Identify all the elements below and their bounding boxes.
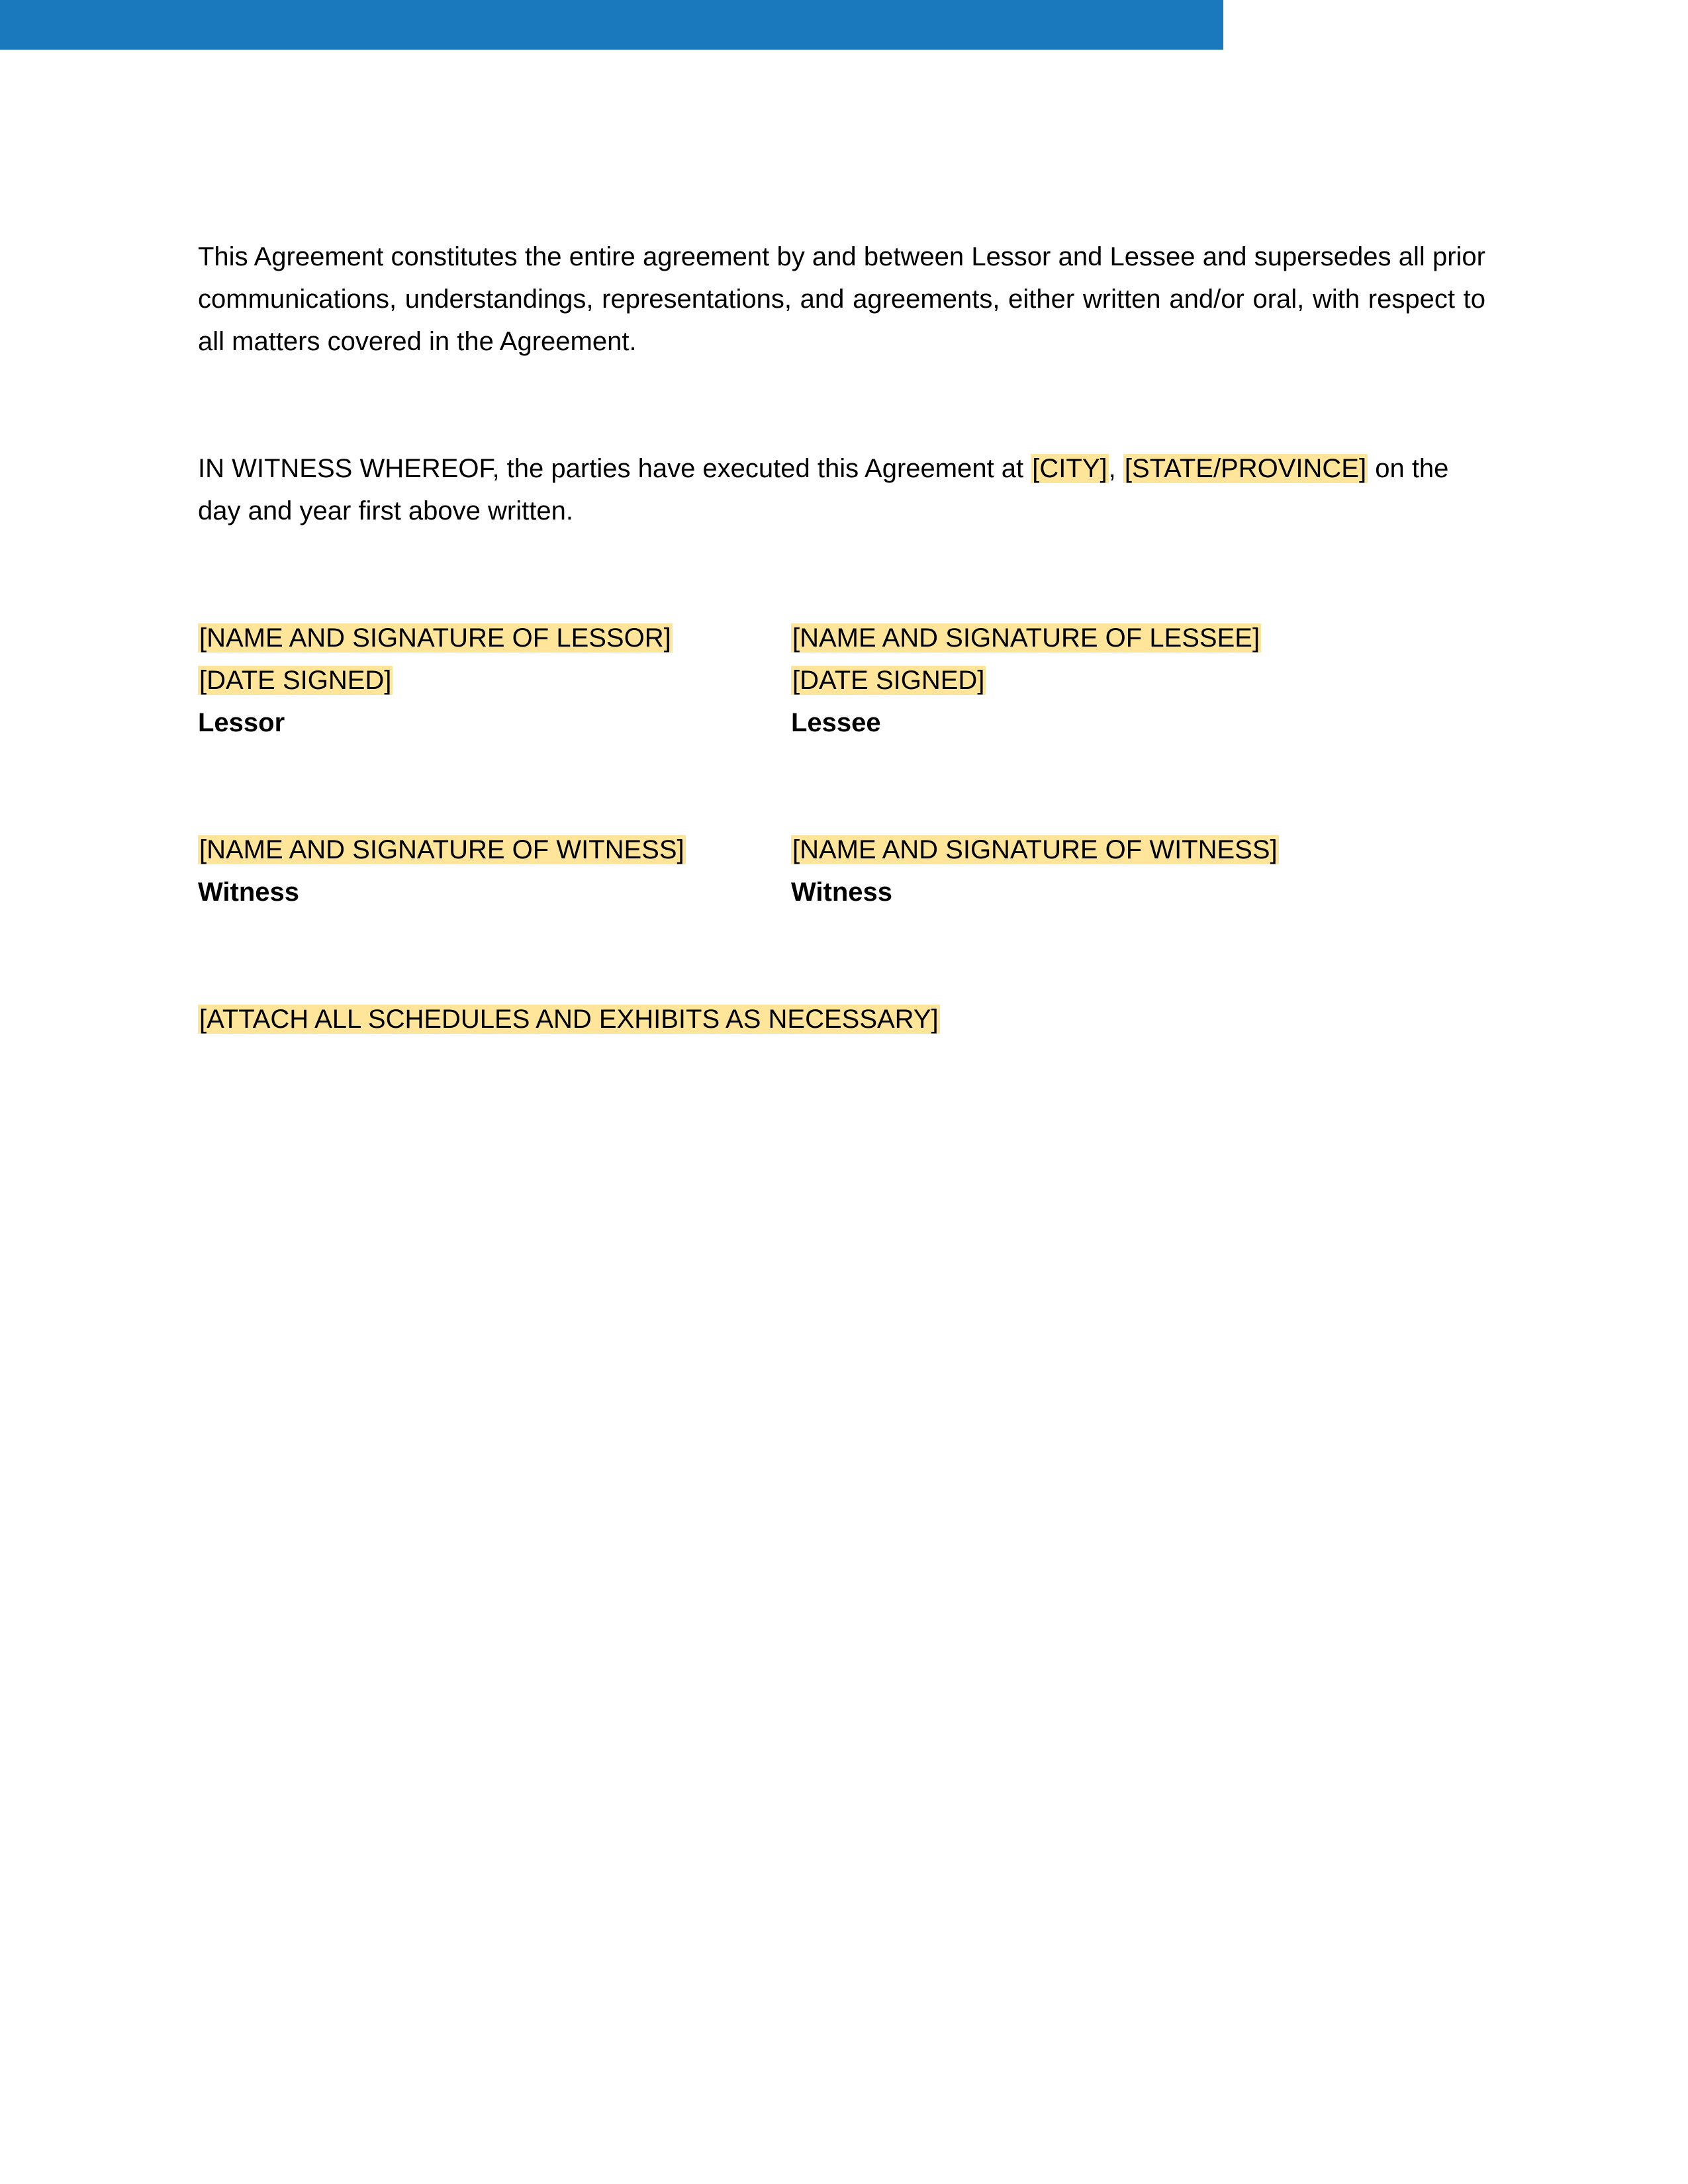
right-witness-signature-block [791, 829, 1384, 913]
lessee-signature-block [791, 617, 1384, 744]
witness-text-suffix: on the day and year first above written. [198, 454, 1449, 525]
document-body [198, 236, 1489, 1040]
header-color-bar [0, 0, 1223, 50]
attach-schedules-note [198, 998, 1489, 1040]
lessee-date-signed-placeholder[interactable]: [DATE SIGNED] [792, 666, 985, 695]
lessee-role-label: Lessee [791, 708, 881, 737]
attach-schedules-placeholder[interactable]: [ATTACH ALL SCHEDULES AND EXHIBITS AS NECESSARY] [199, 1005, 939, 1034]
left-witness-signature-block [198, 829, 791, 913]
witness-text-prefix: IN WITNESS WHEREOF, the parties have executed this Agreement at [198, 454, 1031, 483]
party-signature-row [198, 617, 1489, 744]
witness-signature-row [198, 829, 1489, 913]
lessee-name-signature-placeholder[interactable]: [NAME AND SIGNATURE OF LESSEE] [792, 623, 1260, 653]
right-witness-name-signature-placeholder[interactable]: [NAME AND SIGNATURE OF WITNESS] [792, 835, 1278, 864]
right-witness-role-label: Witness [791, 878, 893, 907]
city-placeholder[interactable]: [CITY] [1032, 454, 1107, 483]
lessor-name-signature-placeholder[interactable]: [NAME AND SIGNATURE OF LESSOR] [199, 623, 671, 653]
entire-agreement-paragraph: This Agreement constitutes the entire agreement by and between Lessor and Lessee and supersedes all prior communications, understandings, representations, and agreements, either written and/or oral, with respect to all matters covered in the Agreement. [198, 242, 1485, 356]
in-witness-paragraph [198, 447, 1485, 532]
lessor-date-signed-placeholder[interactable]: [DATE SIGNED] [199, 666, 392, 695]
left-witness-name-signature-placeholder[interactable]: [NAME AND SIGNATURE OF WITNESS] [199, 835, 684, 864]
lessor-signature-block [198, 617, 791, 744]
witness-text-separator: , [1108, 454, 1123, 483]
lessor-role-label: Lessor [198, 708, 285, 737]
left-witness-role-label: Witness [198, 878, 300, 907]
state-province-placeholder[interactable]: [STATE/PROVINCE] [1124, 454, 1367, 483]
